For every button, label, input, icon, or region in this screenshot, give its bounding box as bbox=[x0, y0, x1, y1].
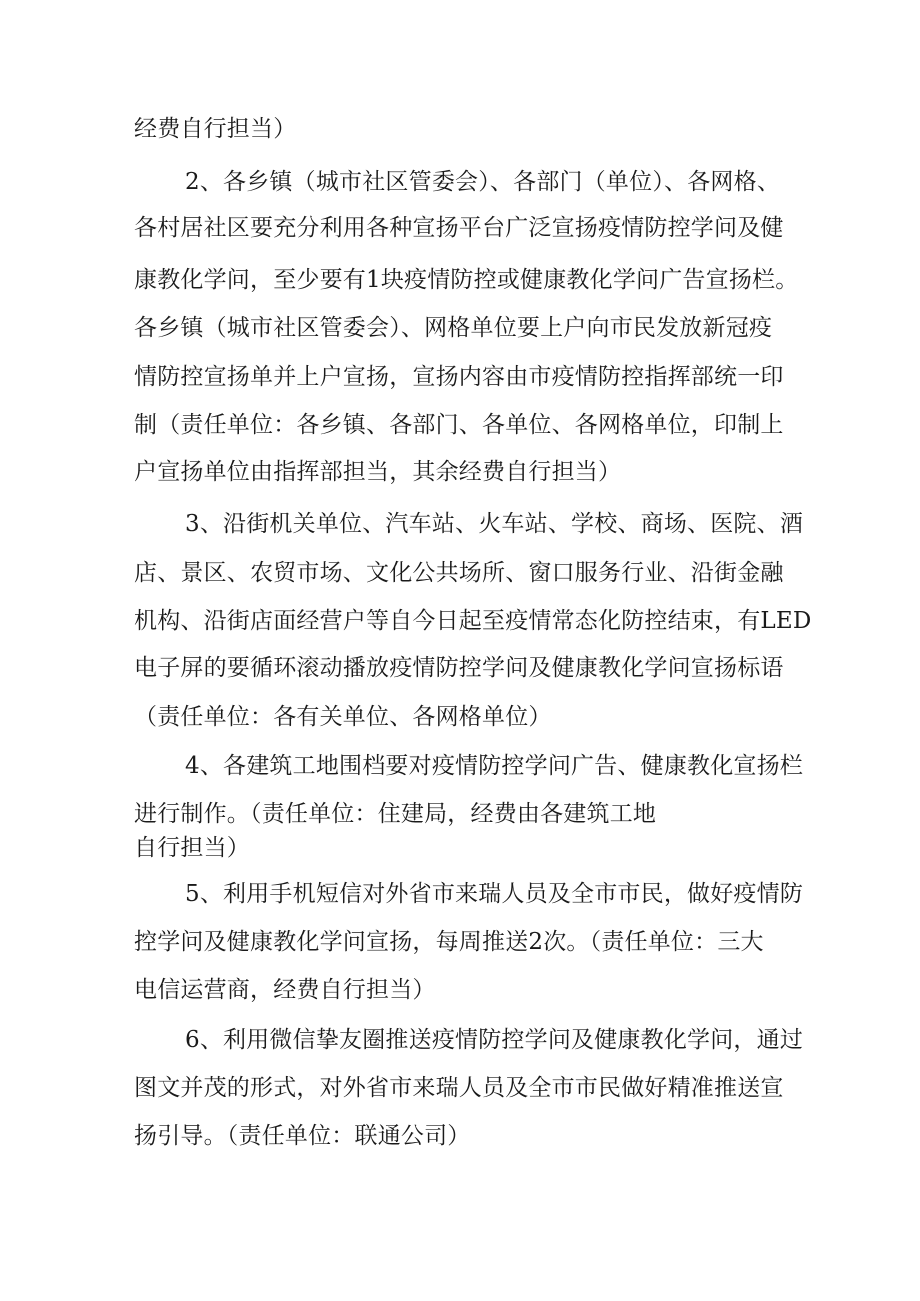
text-line: 6、利用微信挚友圈推送疫情防控学问及健康教化学问，通过 bbox=[185, 1027, 804, 1053]
text-line: 制（责任单位：各乡镇、各部门、各单位、各网格单位，印制上 bbox=[134, 412, 784, 438]
text-line: 店、景区、农贸市场、文化公共场所、窗口服务行业、沿街金融 bbox=[134, 560, 784, 586]
text-line: 3、沿街机关单位、汽车站、火车站、学校、商场、医院、酒 bbox=[185, 511, 804, 537]
text-line: 进行制作。（责任单位：住建局，经费由各建筑工地 bbox=[134, 801, 657, 827]
text-line: 图文并茂的形式，对外省市来瑞人员及全市市民做好精准推送宣 bbox=[134, 1075, 784, 1101]
text-line: 2、各乡镇（城市社区管委会）、各部门（单位）、各网格、 bbox=[185, 169, 781, 195]
text-line: 各乡镇（城市社区管委会）、网格单位要上户向市民发放新冠疫 bbox=[134, 315, 773, 341]
text-line: 机构、沿街店面经营户等自今日起至疫情常态化防控结束，有LED bbox=[134, 608, 812, 634]
text-line: 电子屏的要循环滚动播放疫情防控学问及健康教化学问宣扬标语 bbox=[134, 655, 784, 681]
text-line: 4、各建筑工地围档要对疫情防控学问广告、健康教化宣扬栏 bbox=[185, 753, 804, 779]
text-line: （责任单位：各有关单位、各网格单位） bbox=[134, 704, 552, 730]
text-line: 情防控宣扬单并上户宣扬，宣扬内容由市疫情防控指挥部统一印 bbox=[134, 364, 784, 390]
text-line: 康教化学问，至少要有1块疫情防控或健康教化学问广告宣扬栏。 bbox=[134, 267, 799, 293]
text-line: 控学问及健康教化学问宣扬，每周推送2次。（责任单位：三大 bbox=[134, 929, 764, 955]
text-line: 5、利用手机短信对外省市来瑞人员及全市市民，做好疫情防 bbox=[185, 881, 804, 907]
text-line: 户宣扬单位由指挥部担当，其余经费自行担当） bbox=[134, 459, 622, 485]
text-line: 电信运营商，经费自行担当） bbox=[134, 977, 436, 1003]
text-line: 各村居社区要充分利用各种宣扬平台广泛宣扬疫情防控学问及健 bbox=[134, 215, 784, 241]
text-line: 经费自行担当） bbox=[134, 116, 297, 142]
text-line: 扬引导。（责任单位：联通公司） bbox=[134, 1123, 471, 1149]
text-line: 自行担当） bbox=[134, 835, 250, 861]
